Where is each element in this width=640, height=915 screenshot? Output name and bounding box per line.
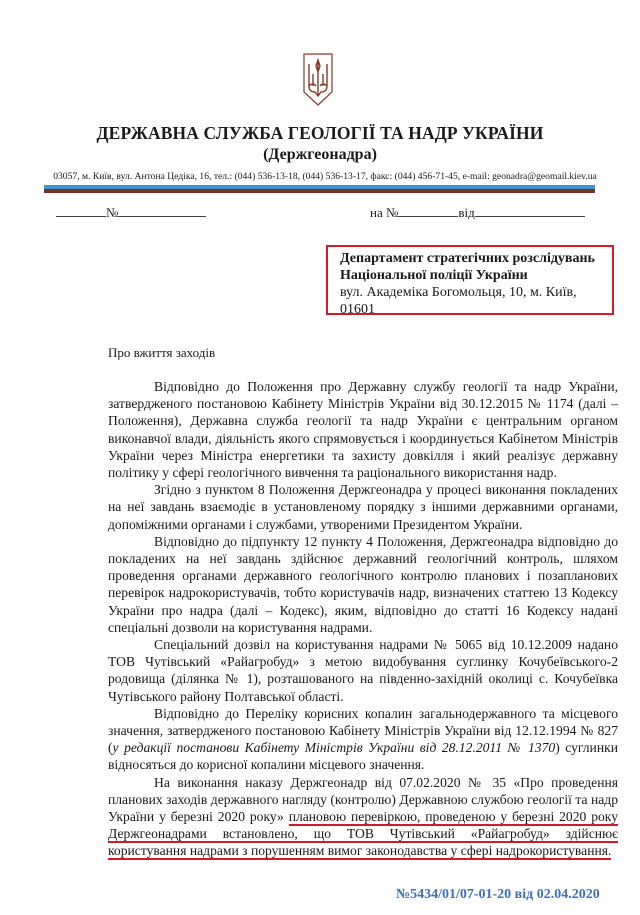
org-short-name: (Держгеонадра) — [263, 146, 377, 163]
incoming-date-blank — [475, 204, 585, 217]
incoming-reference — [370, 204, 585, 221]
incoming-number-blank — [398, 204, 458, 217]
registration-stamp: №5434/01/07-01-20 від 02.04.2020 — [396, 887, 600, 902]
paragraph-2: Згідно з пунктом 8 Положення Держгеонадра у процесі виконання покладених на неї завдань взаємодіє в установленому порядку з іншими державними органами, допоміжними органами і службами, утвореними Президентом України. — [108, 482, 618, 532]
paragraph-5-italic: у редакції постанови Кабінету Міністрів України від 28.12.2011 № 1370 — [112, 740, 556, 756]
org-contacts: 03057, м. Київ, вул. Антона Цедіка, 16, тел.: (044) 536-13-18, (044) 536-13-17, факс: (044) 456-71-45, e-mail: geonadra@geomail.kiev.ua — [53, 171, 597, 182]
paragraph-5 — [108, 705, 618, 774]
outgoing-number-blank — [118, 204, 206, 217]
incoming-date-label: від — [458, 205, 475, 220]
addressee-box — [326, 245, 614, 315]
paragraph-5-tail: ) суглинки відносяться до корисної копалини місцевого значення. — [108, 740, 618, 773]
header-stripe-brown — [44, 189, 595, 193]
addressee-line-2: Національної поліції України — [340, 268, 528, 283]
paragraph-1: Відповідно до Положення про Державну службу геології та надр України, затвердженого постановою Кабінету Міністрів України від 30.12.2015 № 1174 (далі – Положення), Державна служба геології та надр України є центральним органом виконавчої влади, діяльність якого спрямовується і координується Кабінетом Міністрів України через Міністра енергетики та захисту довкілля і який реалізує державну політику у сфері геологічного вивчення та раціонального використання надр. — [108, 379, 618, 481]
addressee-line-3: вул. Академіка Богомольця, 10, м. Київ, — [340, 285, 577, 300]
subject-line: Про вжиття заходів — [108, 345, 216, 360]
outgoing-number-label: № — [106, 205, 119, 220]
incoming-number-label: на № — [370, 205, 399, 220]
org-title: ДЕРЖАВНА СЛУЖБА ГЕОЛОГІЇ ТА НАДР УКРАЇНИ — [96, 123, 544, 143]
outgoing-date-blank — [56, 204, 106, 217]
paragraph-6-text: На виконання наказу Держгеонадр від 07.02.2020 № 35 «Про проведення планових заходів державного нагляду (контролю) Державною службою геології та надр України у березні 2020 року» — [108, 774, 618, 825]
paragraph-4: Спеціальний дозвіл на користування надрами № 5065 від 10.12.2009 надано ТОВ Чутівський «Райагробуд» з метою видобування суглинку Кочубеївського-2 родовища (ділянка № 1), розташованого на південно-західній околиці с. Кочубеївка Чутівського району Полтавської області. — [108, 637, 618, 704]
paragraph-6 — [108, 774, 618, 860]
addressee-line-1: Департамент стратегічних розслідувань — [340, 251, 595, 266]
paragraph-6-underlined: плановою перевіркою, проведеною у березні 2020 року Держгеонадрами встановлено, що ТОВ Чутівський «Райагробуд» здійснює користування надрами з порушенням вимог законодавства у сфері надрокористування. — [108, 809, 618, 859]
outgoing-reference — [56, 204, 206, 221]
paragraph-5-text: Відповідно до Переліку корисних копалин загальнодержавного та місцевого значення, затвердженого постановою Кабінету Міністрів України від 12.12.1994 № 827 ( — [108, 705, 618, 756]
paragraph-3: Відповідно до підпункту 12 пункту 4 Положення, Держгеонадра відповідно до покладених на неї завдань здійснює державний геологічний контроль, шляхом проведення органами державного геологічного контролю планових і позапланових перевірок надрокористувачів, тобто користувачів надр, визначених статтею 13 Кодексу України про надра (далі – Кодекс), яким, відповідно до статті 16 Кодексу надані спеціальні дозволи на користування надрами. — [108, 533, 618, 635]
ukraine-trident-icon — [302, 52, 334, 107]
letter-body — [108, 378, 618, 860]
addressee-line-4: 01601 — [340, 302, 375, 317]
